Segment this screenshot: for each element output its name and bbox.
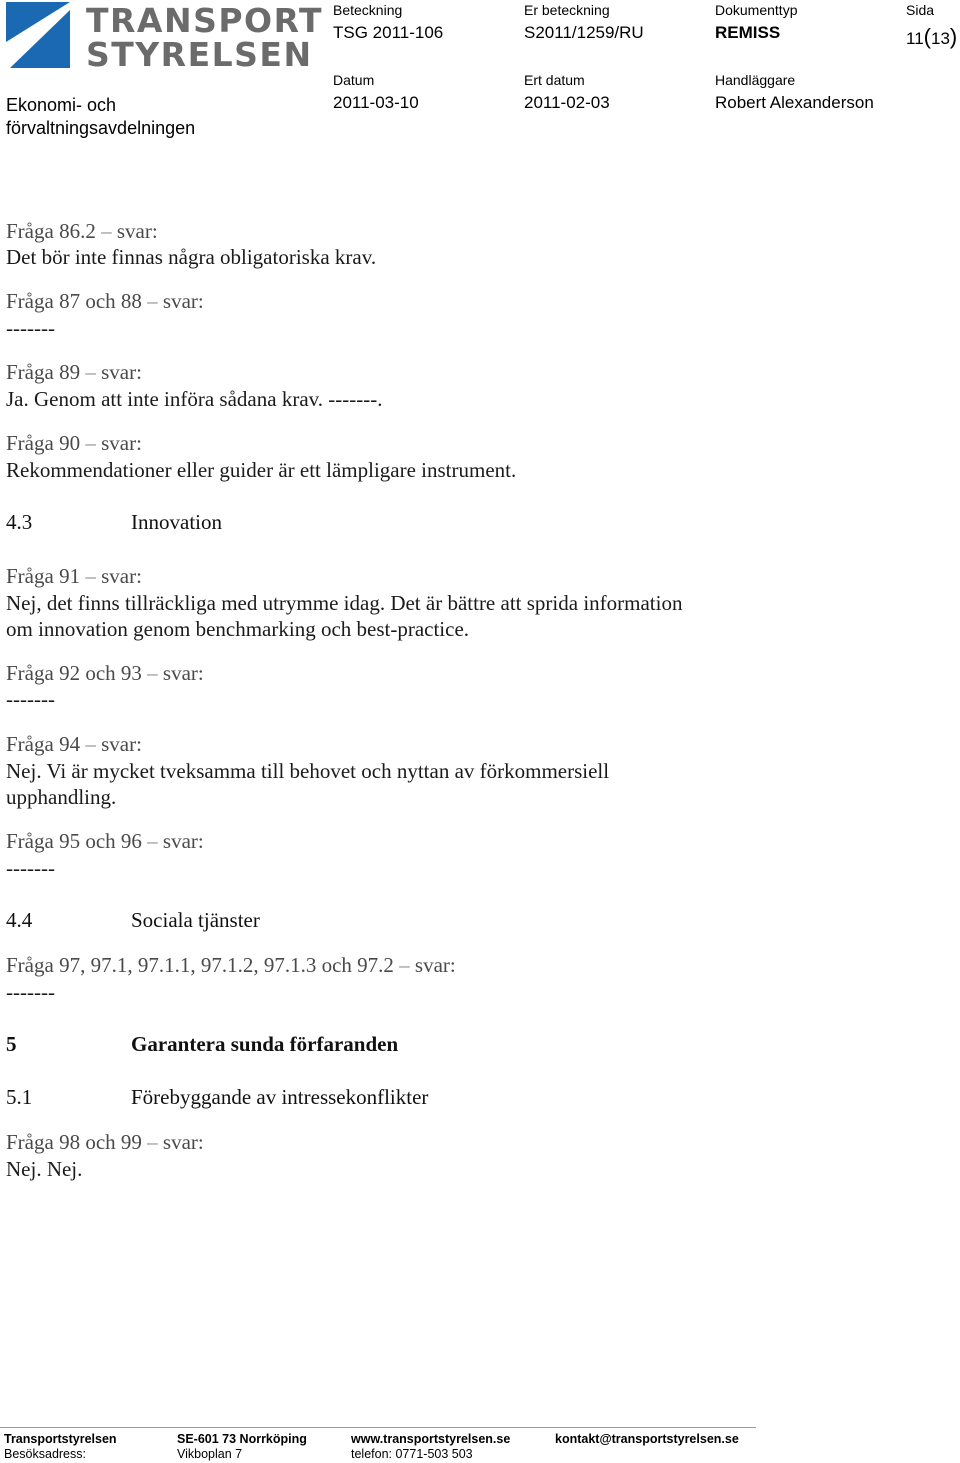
question-label: Fråga 98 och 99 bbox=[6, 1130, 142, 1154]
question-label: Fråga 97, 97.1, 97.1.1, 97.1.2, 97.1.3 och 97.2 bbox=[6, 953, 394, 977]
section-number: 4.4 bbox=[6, 908, 33, 932]
question-91-heading bbox=[6, 564, 142, 589]
dash: – bbox=[85, 732, 96, 756]
answer-94-line1: Nej. Vi är mycket tveksamma till behovet och nyttan av förkommersiell bbox=[6, 759, 610, 783]
handlaggare-value: Robert Alexanderson bbox=[715, 93, 874, 112]
er-beteckning-value: S2011/1259/RU bbox=[524, 23, 644, 42]
answer-92-93: ------- bbox=[6, 687, 55, 711]
dash: – bbox=[147, 289, 158, 313]
question-92-93-heading bbox=[6, 661, 204, 686]
answer-97: ------- bbox=[6, 980, 55, 1004]
page-current: 11 bbox=[906, 29, 924, 48]
footer-org: Transportstyrelsen bbox=[4, 1432, 117, 1446]
transportstyrelsen-logo bbox=[6, 1, 324, 74]
beteckning-label: Beteckning bbox=[333, 2, 403, 18]
section-title: Förebyggande av intressekonflikter bbox=[131, 1085, 429, 1109]
page-close-paren: ) bbox=[949, 24, 958, 49]
dash: – bbox=[85, 564, 96, 588]
page-open-paren: ( bbox=[923, 24, 931, 49]
question-label: Fråga 86.2 bbox=[6, 219, 96, 243]
er-beteckning-label: Er beteckning bbox=[524, 2, 610, 18]
answer-90: Rekommendationer eller guider är ett lämpligare instrument. bbox=[6, 458, 517, 482]
answer-87-88: ------- bbox=[6, 316, 55, 340]
dash: – bbox=[85, 431, 96, 455]
question-label: Fråga 92 och 93 bbox=[6, 661, 142, 685]
svar-label: svar: bbox=[414, 953, 456, 977]
ert-datum-value: 2011-02-03 bbox=[524, 93, 610, 112]
dokumenttyp-label: Dokumenttyp bbox=[715, 2, 798, 18]
dash: – bbox=[147, 1130, 158, 1154]
svar-label: svar: bbox=[101, 732, 142, 756]
handlaggare-label: Handläggare bbox=[715, 72, 796, 88]
question-label: Fråga 95 och 96 bbox=[6, 829, 142, 853]
logo-text-line2: STYRELSEN bbox=[86, 35, 313, 74]
answer-89: Ja. Genom att inte införa sådana krav. -------. bbox=[6, 387, 383, 411]
svar-label: svar: bbox=[116, 219, 158, 243]
section-title: Garantera sunda förfaranden bbox=[131, 1032, 399, 1056]
svar-label: svar: bbox=[162, 829, 204, 853]
svar-label: svar: bbox=[101, 360, 142, 384]
answer-95-96: ------- bbox=[6, 856, 55, 880]
question-label: Fråga 91 bbox=[6, 564, 81, 588]
footer-email-link[interactable]: kontakt@transportstyrelsen.se bbox=[555, 1432, 739, 1446]
footer-visit-label: Besöksadress: bbox=[4, 1447, 86, 1461]
question-label: Fråga 87 och 88 bbox=[6, 289, 142, 313]
answer-91-line2: om innovation genom benchmarking och best-practice. bbox=[6, 617, 470, 641]
question-94-heading bbox=[6, 732, 142, 757]
answer-91-line1: Nej, det finns tillräckliga med utrymme idag. Det är bättre att sprida information bbox=[6, 591, 683, 615]
dash: – bbox=[399, 953, 410, 977]
dash: – bbox=[147, 661, 158, 685]
dash: – bbox=[101, 219, 112, 243]
question-95-96-heading bbox=[6, 829, 204, 854]
department-name: Ekonomi- och förvaltningsavdelningen bbox=[6, 95, 196, 138]
answer-94-line2: upphandling. bbox=[6, 785, 117, 809]
question-90-heading bbox=[6, 431, 142, 456]
footer-divider bbox=[0, 1427, 756, 1428]
section-title: Innovation bbox=[131, 510, 222, 534]
datum-label: Datum bbox=[333, 72, 375, 88]
footer-web-link[interactable]: www.transportstyrelsen.se bbox=[351, 1432, 511, 1446]
sida-label: Sida bbox=[906, 2, 935, 18]
footer-phone: telefon: 0771-503 503 bbox=[351, 1447, 473, 1461]
question-89-heading bbox=[6, 360, 142, 385]
dokumenttyp-value: REMISS bbox=[715, 23, 781, 42]
logo-mark bbox=[6, 1, 324, 74]
dash: – bbox=[85, 360, 96, 384]
page-number bbox=[906, 24, 957, 50]
footer-postal: SE-601 73 Norrköping bbox=[177, 1432, 307, 1446]
dash: – bbox=[147, 829, 158, 853]
section-5-heading bbox=[6, 1032, 398, 1057]
datum-value: 2011-03-10 bbox=[333, 93, 419, 112]
beteckning-value: TSG 2011-106 bbox=[333, 23, 444, 42]
section-title: Sociala tjänster bbox=[131, 908, 260, 932]
svar-label: svar: bbox=[162, 1130, 204, 1154]
question-label: Fråga 89 bbox=[6, 360, 81, 384]
section-number: 4.3 bbox=[6, 510, 33, 534]
answer-98-99: Nej. Nej. bbox=[6, 1157, 83, 1181]
question-98-99-heading bbox=[6, 1130, 204, 1155]
question-label: Fråga 90 bbox=[6, 431, 81, 455]
section-4-4-heading bbox=[6, 908, 260, 933]
section-number: 5.1 bbox=[6, 1085, 33, 1109]
svar-label: svar: bbox=[101, 564, 142, 588]
ert-datum-label: Ert datum bbox=[524, 72, 585, 88]
svar-label: svar: bbox=[162, 289, 204, 313]
section-5-1-heading bbox=[6, 1085, 428, 1110]
question-86-2-heading bbox=[6, 219, 158, 244]
section-4-3-heading bbox=[6, 510, 222, 535]
svar-label: svar: bbox=[162, 661, 204, 685]
answer-86-2: Det bör inte finnas några obligatoriska krav. bbox=[6, 245, 377, 269]
question-label: Fråga 94 bbox=[6, 732, 81, 756]
section-number: 5 bbox=[6, 1032, 17, 1056]
svar-label: svar: bbox=[101, 431, 142, 455]
question-97-heading bbox=[6, 953, 456, 978]
question-87-88-heading bbox=[6, 289, 204, 314]
page-total: 13 bbox=[930, 29, 950, 48]
footer-street: Vikboplan 7 bbox=[177, 1447, 243, 1461]
logo-text-line1: TRANSPORT bbox=[86, 1, 324, 40]
